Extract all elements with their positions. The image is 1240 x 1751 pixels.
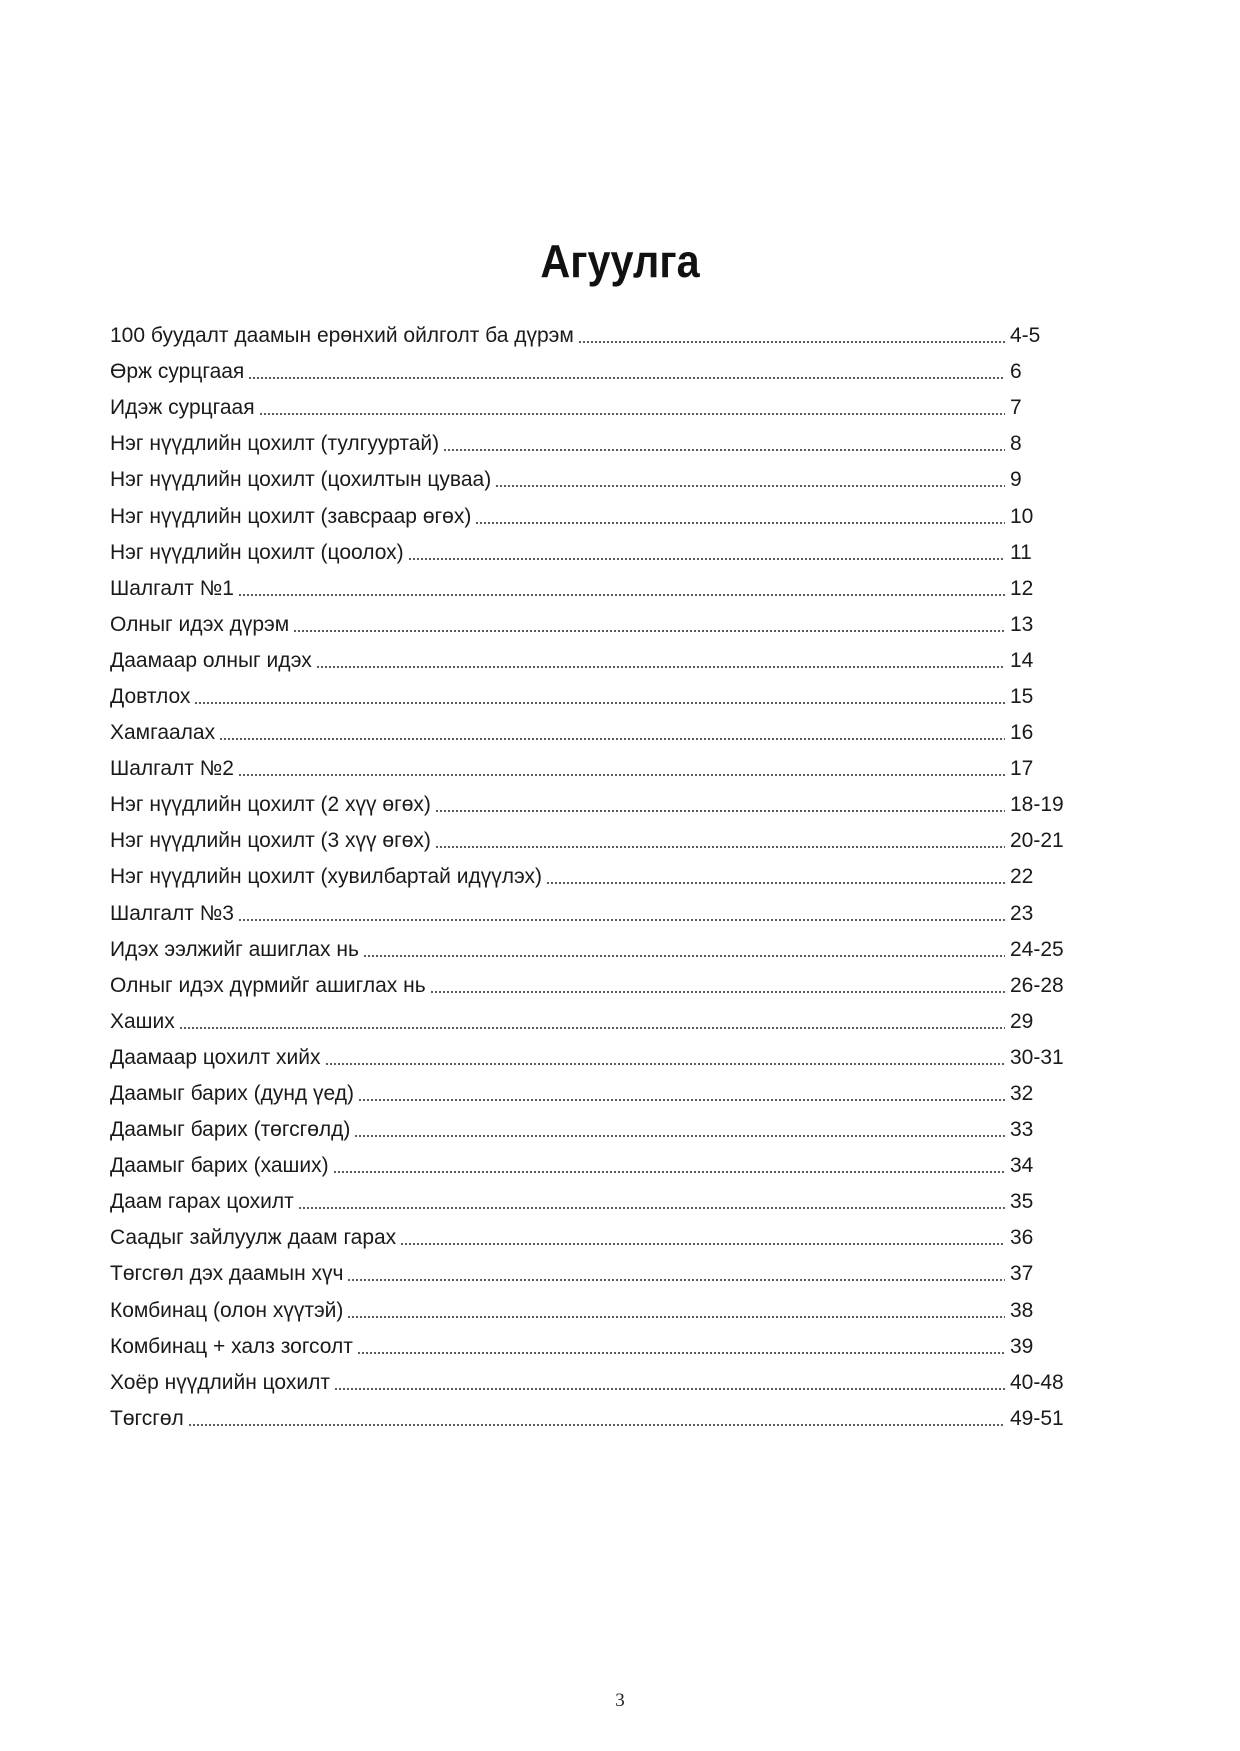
dot-leader (408, 558, 1005, 560)
toc-entry-page: 38 (1010, 1298, 1034, 1322)
toc-entry-text (110, 1190, 1005, 1214)
toc-entry-page: 13 (1010, 612, 1034, 636)
dot-leader (435, 846, 1005, 848)
toc-entry (110, 1293, 1070, 1329)
dot-leader (347, 1279, 1005, 1281)
toc-entry (110, 1401, 1070, 1437)
toc-entry (110, 1184, 1070, 1220)
toc-entry-text (110, 938, 1005, 962)
toc-entry-page: 40-48 (1010, 1370, 1064, 1394)
dot-leader (347, 1316, 1005, 1318)
toc-entry (110, 1256, 1070, 1292)
toc-entry-label: Нэг нүүдлийн цохилт (2 хүү өгөх) (110, 793, 431, 817)
toc-entry-text (110, 649, 1005, 673)
toc-entry-page: 11 (1010, 540, 1032, 564)
toc-entry (110, 318, 1070, 354)
toc-entry-text (110, 1226, 1005, 1250)
toc-entry-label: Даамыг барих (төгсгөлд) (110, 1118, 351, 1142)
toc-entry (110, 968, 1070, 1004)
toc-entry-text (110, 396, 1005, 420)
toc-entry (110, 462, 1070, 498)
toc-entry-label: Комбинац (олон хүүтэй) (110, 1298, 344, 1322)
dot-leader (316, 666, 1005, 668)
toc-entry-label: Даамыг барих (дунд үед) (110, 1082, 354, 1106)
toc-entry (110, 1148, 1070, 1184)
toc-entry-page: 15 (1010, 684, 1034, 708)
toc-entry-text (110, 1335, 1005, 1359)
dot-leader (578, 341, 1005, 343)
toc-entry-label: Төгсгөл дэх даамын хүч (110, 1262, 344, 1286)
toc-entry-label: Шалгалт №3 (110, 901, 234, 925)
toc-entry (110, 1040, 1070, 1076)
toc-entry (110, 896, 1070, 932)
toc-entry-text (110, 865, 1005, 889)
dot-leader (334, 1388, 1005, 1390)
toc-entry-label: Хоёр нүүдлийн цохилт (110, 1370, 330, 1394)
dot-leader (354, 1135, 1005, 1137)
toc-entry-label: Нэг нүүдлийн цохилт (цоолох) (110, 540, 404, 564)
toc-entry-page: 49-51 (1010, 1406, 1064, 1430)
toc-entry-label: Хамгаалах (110, 721, 216, 745)
toc-entry-label: 100 буудалт даамын ерөнхий ойлголт ба дүрэм (110, 324, 574, 348)
toc-entry-page: 24-25 (1010, 937, 1064, 961)
dot-leader (430, 991, 1005, 993)
toc-entry-page: 23 (1010, 901, 1034, 925)
toc-entry (110, 607, 1070, 643)
toc-entry-label: Даамаар цохилт хийх (110, 1045, 321, 1069)
toc-entry (110, 498, 1070, 534)
toc-entry-text (110, 1082, 1005, 1106)
dot-leader (400, 1243, 1005, 1245)
toc-entry-page: 9 (1010, 468, 1022, 492)
toc-entry-text (110, 613, 1005, 637)
toc-entry-label: Даамыг барих (хаших) (110, 1154, 329, 1178)
toc-entry-label: Хаших (110, 1009, 175, 1033)
toc-entry-page: 18-19 (1010, 793, 1064, 817)
dot-leader (194, 702, 1005, 704)
toc-entry-page: 35 (1010, 1190, 1034, 1214)
dot-leader (363, 955, 1005, 957)
toc-entry-label: Төгсгөл (110, 1406, 184, 1430)
toc-entry (110, 1076, 1070, 1112)
toc-entry-text (110, 1371, 1005, 1395)
toc-entry-text (110, 1118, 1005, 1142)
dot-leader (238, 774, 1005, 776)
toc-entry (110, 679, 1070, 715)
table-of-contents (110, 318, 1070, 1437)
toc-entry-text (110, 468, 1005, 492)
toc-entry-text (110, 1010, 1005, 1034)
toc-entry-text (110, 793, 1005, 817)
dot-leader (475, 522, 1005, 524)
toc-entry-page: 20-21 (1010, 829, 1064, 853)
toc-entry-page: 6 (1010, 360, 1022, 384)
toc-entry-page: 33 (1010, 1118, 1034, 1142)
toc-entry-page: 39 (1010, 1334, 1034, 1358)
toc-entry-label: Нэг нүүдлийн цохилт (тулгууртай) (110, 432, 440, 456)
toc-entry-page: 32 (1010, 1082, 1034, 1106)
toc-entry (110, 823, 1070, 859)
toc-entry-label: Даам гарах цохилт (110, 1190, 294, 1214)
toc-entry-text (110, 432, 1005, 456)
dot-leader (333, 1171, 1005, 1173)
toc-entry-page: 16 (1010, 721, 1034, 745)
toc-entry-text (110, 505, 1005, 529)
dot-leader (188, 1424, 1005, 1426)
dot-leader (219, 738, 1005, 740)
toc-entry-text (110, 902, 1005, 926)
toc-entry-text (110, 829, 1005, 853)
dot-leader (293, 630, 1005, 632)
toc-entry-label: Нэг нүүдлийн цохилт (цохилтын цуваа) (110, 468, 492, 492)
toc-entry (110, 390, 1070, 426)
toc-entry-label: Довтлох (110, 684, 191, 708)
toc-entry-text (110, 541, 1005, 565)
toc-entry-page: 17 (1010, 757, 1034, 781)
dot-leader (357, 1352, 1005, 1354)
toc-entry (110, 1329, 1070, 1365)
toc-entry-page: 10 (1010, 504, 1034, 528)
toc-entry (110, 859, 1070, 895)
toc-entry (110, 932, 1070, 968)
toc-entry-label: Даамаар олныг идэх (110, 648, 312, 672)
toc-entry-text (110, 721, 1005, 745)
dot-leader (358, 1099, 1005, 1101)
toc-entry-label: Шалгалт №1 (110, 576, 234, 600)
toc-entry-label: Идэх ээлжийг ашиглах нь (110, 937, 359, 961)
toc-entry-text (110, 974, 1005, 998)
toc-entry-label: Олныг идэх дүрмийг ашиглах нь (110, 973, 426, 997)
toc-entry-text (110, 1407, 1005, 1431)
toc-entry-page: 8 (1010, 432, 1022, 456)
dot-leader (248, 377, 1005, 379)
page-title: Агуулга (540, 235, 700, 287)
toc-entry-text (110, 685, 1005, 709)
toc-entry-page: 4-5 (1010, 324, 1041, 348)
toc-entry (110, 1365, 1070, 1401)
dot-leader (435, 810, 1005, 812)
toc-entry-text (110, 1262, 1005, 1286)
toc-entry (110, 1112, 1070, 1148)
toc-entry-page: 7 (1010, 396, 1022, 420)
dot-leader (546, 882, 1005, 884)
page-number: 3 (615, 1690, 625, 1711)
toc-entry-label: Шалгалт №2 (110, 757, 234, 781)
toc-entry (110, 1220, 1070, 1256)
dot-leader (238, 594, 1005, 596)
toc-entry-page: 36 (1010, 1226, 1034, 1250)
toc-entry (110, 426, 1070, 462)
toc-entry-text (110, 1046, 1005, 1070)
toc-entry-page: 34 (1010, 1154, 1034, 1178)
toc-entry-page: 37 (1010, 1262, 1034, 1286)
toc-entry (110, 535, 1070, 571)
toc-entry (110, 715, 1070, 751)
toc-entry-text (110, 577, 1005, 601)
toc-entry-label: Нэг нүүдлийн цохилт (хувилбартай идүүлэх) (110, 865, 542, 889)
toc-entry-label: Нэг нүүдлийн цохилт (3 хүү өгөх) (110, 829, 431, 853)
dot-leader (298, 1207, 1005, 1209)
toc-entry-label: Комбинац + халз зогсолт (110, 1334, 353, 1358)
toc-entry-label: Саадыг зайлуулж даам гарах (110, 1226, 397, 1250)
toc-entry-page: 29 (1010, 1009, 1034, 1033)
toc-entry-label: Өрж сурцгаая (110, 360, 245, 384)
dot-leader (495, 485, 1005, 487)
dot-leader (325, 1063, 1005, 1065)
toc-entry-page: 12 (1010, 576, 1034, 600)
toc-entry (110, 571, 1070, 607)
toc-entry (110, 751, 1070, 787)
toc-entry-text (110, 1299, 1005, 1323)
toc-entry-label: Нэг нүүдлийн цохилт (завсраар өгөх) (110, 504, 472, 528)
toc-entry (110, 354, 1070, 390)
toc-entry-page: 14 (1010, 648, 1034, 672)
toc-entry (110, 1004, 1070, 1040)
toc-entry-page: 30-31 (1010, 1045, 1064, 1069)
dot-leader (443, 449, 1005, 451)
dot-leader (259, 413, 1005, 415)
toc-entry-page: 26-28 (1010, 973, 1064, 997)
dot-leader (179, 1027, 1005, 1029)
toc-entry (110, 787, 1070, 823)
toc-entry-text (110, 1154, 1005, 1178)
toc-entry-label: Идэж сурцгаая (110, 396, 255, 420)
toc-entry-text (110, 360, 1005, 384)
toc-entry-page: 22 (1010, 865, 1034, 889)
toc-entry (110, 643, 1070, 679)
toc-entry-text (110, 757, 1005, 781)
dot-leader (238, 919, 1005, 921)
toc-entry-label: Олныг идэх дүрэм (110, 612, 290, 636)
toc-entry-text (110, 324, 1005, 348)
